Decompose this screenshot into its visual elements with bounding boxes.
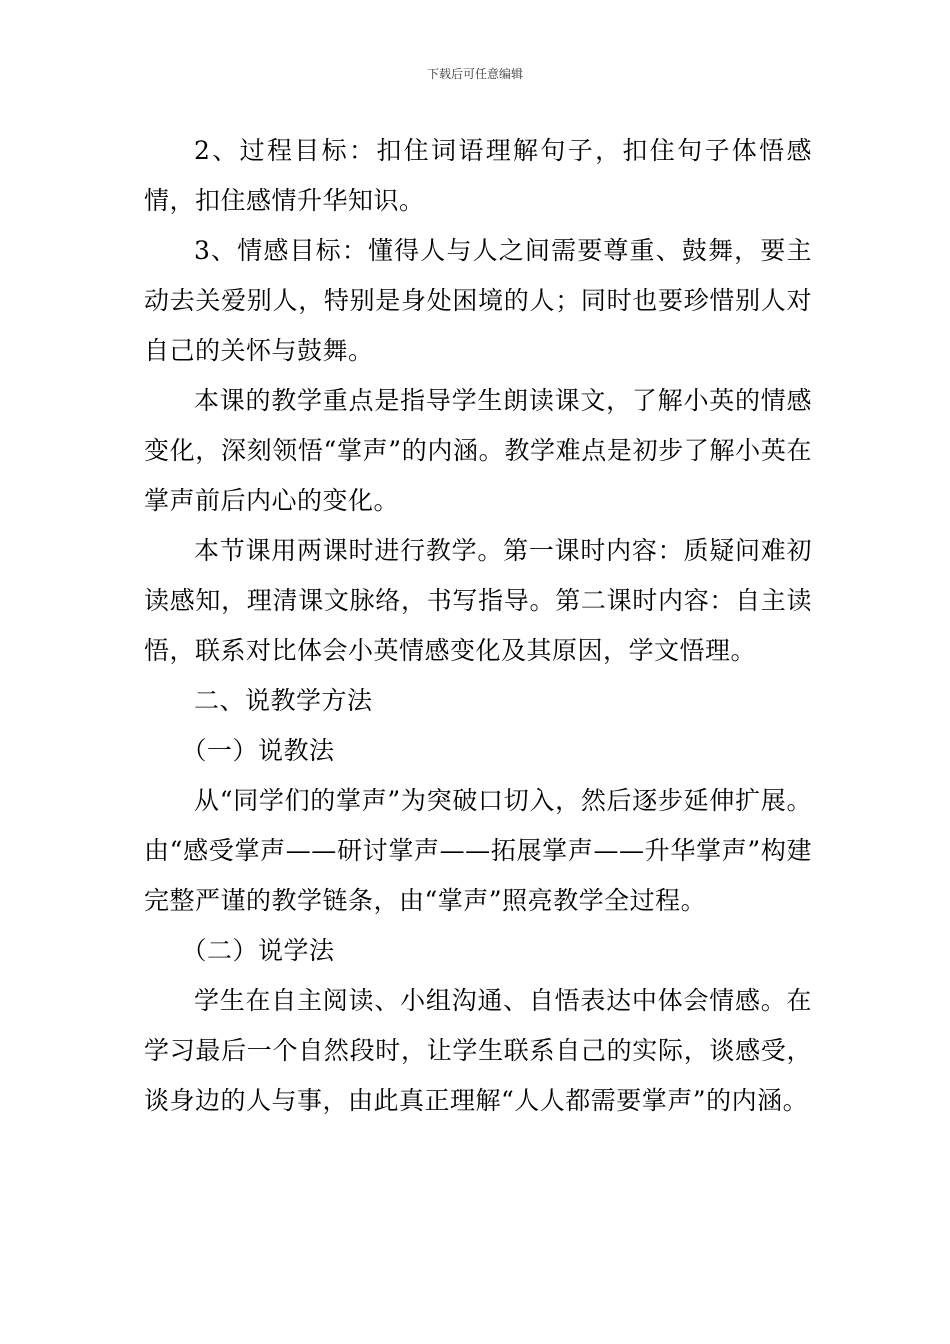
subheading-learning-method: （二）说学法 xyxy=(181,936,335,965)
page-header: 下载后可任意编辑 xyxy=(426,67,523,81)
paragraph-teaching-method: 从“同学们的掌声”为突破口切入，然后逐步延伸扩展。由“感受掌声——研讨掌声——拓展掌声——升华掌声”构建完整严谨的教学链条，由“掌声”照亮教学全过程。 xyxy=(144,786,812,915)
paragraph-lesson-plan: 本节课用两课时进行教学。第一课时内容：质疑问难初读感知，理清课文脉络，书写指导。第二课时内容：自主读悟，联系对比体会小英情感变化及其原因，学文悟理。 xyxy=(144,536,812,665)
paragraph-emotion-goal: 3、情感目标：懂得人与人之间需要尊重、鼓舞，要主动去关爱别人，特别是身处困境的人；同时也要珍惜别人对自己的关怀与鼓舞。 xyxy=(144,236,812,365)
document-body xyxy=(144,126,812,1126)
paragraph-key-points: 本课的教学重点是指导学生朗读课文，了解小英的情感变化，深刻领悟“掌声”的内涵。教学难点是初步了解小英在掌声前后内心的变化。 xyxy=(144,386,812,515)
paragraph-learning-method: 学生在自主阅读、小组沟通、自悟表达中体会情感。在学习最后一个自然段时，让学生联系自己的实际，谈感受，谈身边的人与事，由此真正理解“人人都需要掌声”的内涵。 xyxy=(144,986,812,1115)
section-heading-teaching-methods: 二、说教学方法 xyxy=(194,686,373,715)
paragraph-process-goal: 2、过程目标：扣住词语理解句子，扣住句子体悟感情，扣住感情升华知识。 xyxy=(144,136,812,215)
subheading-teaching-method: （一）说教法 xyxy=(181,736,335,765)
